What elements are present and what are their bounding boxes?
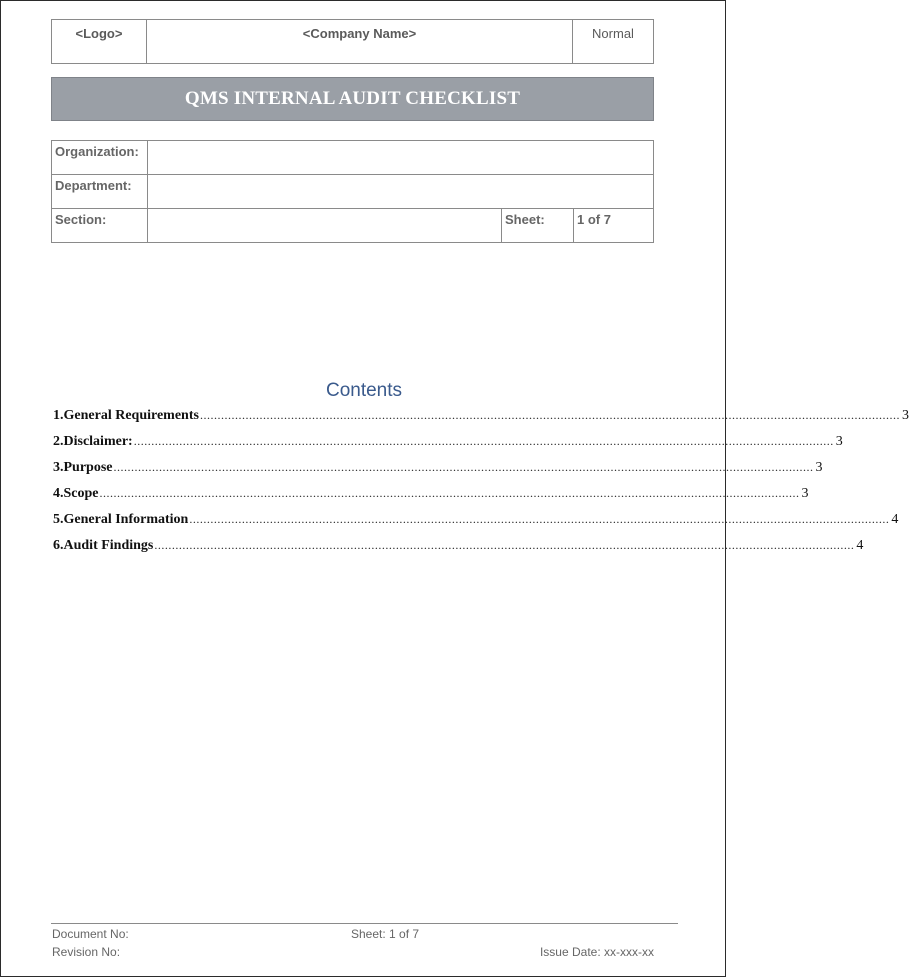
sheet-value: 1 of 7	[574, 209, 654, 243]
info-table	[51, 140, 654, 243]
table-of-contents	[53, 406, 909, 562]
department-field[interactable]	[148, 175, 654, 209]
toc-item-title[interactable]: Purpose	[63, 460, 113, 475]
toc-item-page: 4	[856, 538, 864, 553]
department-label: Department:	[52, 175, 148, 209]
toc-leader-dots: ........................................................................................................................................................................................................	[189, 512, 890, 526]
toc-item[interactable]	[53, 484, 809, 510]
organization-field[interactable]	[148, 141, 654, 175]
toc-item-number: 5.	[53, 512, 64, 527]
toc-item-page: 3	[835, 434, 843, 449]
logo-placeholder: <Logo>	[52, 20, 147, 64]
toc-leader-dots: ........................................................................................................................................................................................................	[113, 460, 814, 474]
section-field[interactable]	[148, 209, 502, 243]
toc-item-number: 1.	[53, 408, 64, 423]
toc-leader-dots: ........................................................................................................................................................................................................	[154, 538, 855, 552]
toc-leader-dots: ........................................................................................................................................................................................................	[99, 486, 800, 500]
header-table	[51, 19, 654, 64]
toc-item-number: 4.	[53, 486, 64, 501]
toc-item[interactable]	[53, 432, 843, 458]
section-label: Section:	[52, 209, 148, 243]
toc-item[interactable]	[53, 536, 864, 562]
title-bar	[51, 77, 654, 121]
toc-item-page: 4	[891, 512, 899, 527]
toc-item-number: 3.	[53, 460, 64, 475]
revision-no-label: Revision No:	[52, 945, 121, 959]
toc-item-title[interactable]: Disclaimer:	[63, 434, 133, 449]
document-title: QMS INTERNAL AUDIT CHECKLIST	[184, 88, 521, 109]
toc-item[interactable]	[53, 510, 899, 536]
document-no-label: Document No:	[52, 927, 129, 941]
toc-item-number: 2.	[53, 434, 64, 449]
toc-leader-dots: ........................................................................................................................................................................................................	[199, 408, 900, 422]
toc-item-page: 3	[815, 460, 823, 475]
toc-item-page: 3	[901, 408, 909, 423]
toc-item-title[interactable]: General Requirements	[63, 408, 199, 423]
toc-leader-dots: ........................................................................................................................................................................................................	[133, 434, 834, 448]
toc-item-title[interactable]: Audit Findings	[63, 538, 154, 553]
footer-divider	[51, 923, 678, 924]
toc-item[interactable]	[53, 406, 909, 432]
company-name: <Company Name>	[147, 20, 573, 64]
classification-label: Normal	[573, 20, 654, 64]
toc-item-title[interactable]: General Information	[63, 512, 189, 527]
toc-item-number: 6.	[53, 538, 64, 553]
organization-label: Organization:	[52, 141, 148, 175]
toc-item-title[interactable]: Scope	[63, 486, 99, 501]
issue-date: Issue Date: xx-xxx-xx	[539, 945, 654, 959]
footer-sheet: Sheet: 1 of 7	[351, 927, 420, 941]
toc-item[interactable]	[53, 458, 823, 484]
toc-item-page: 3	[801, 486, 809, 501]
sheet-label: Sheet:	[502, 209, 574, 243]
contents-heading: Contents	[325, 380, 403, 401]
